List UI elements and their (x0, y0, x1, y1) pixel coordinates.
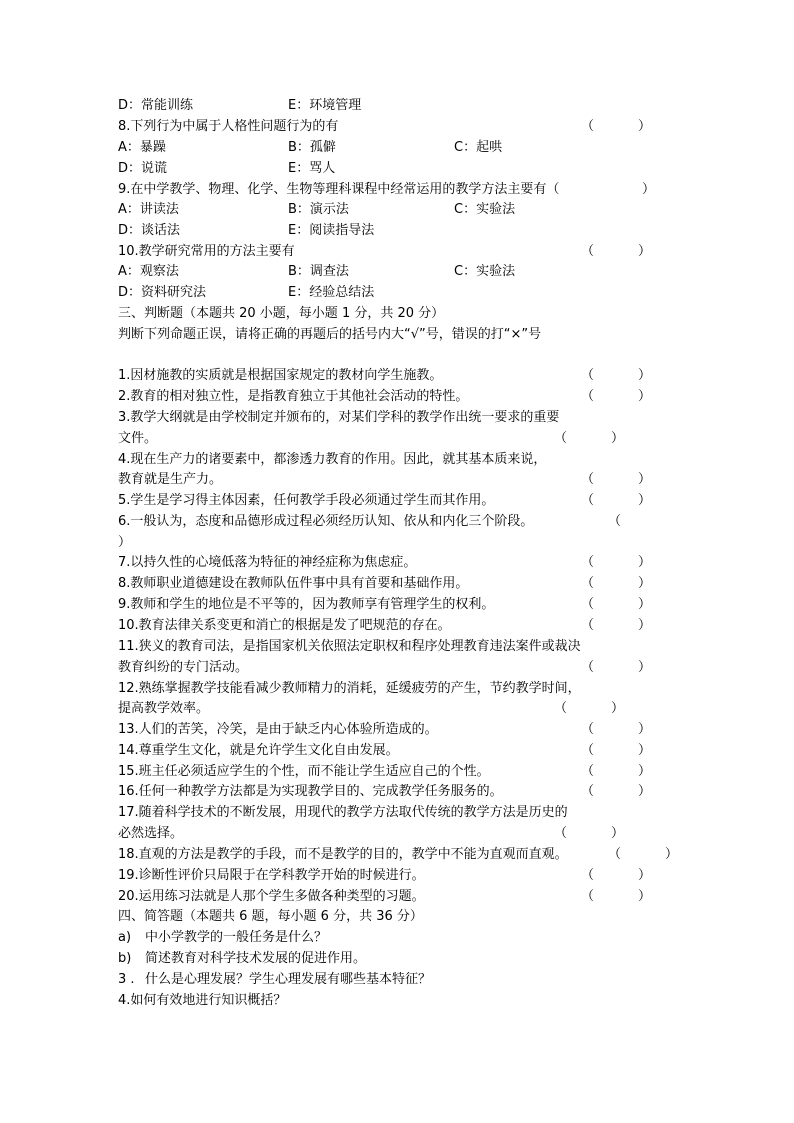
option-c: C：实验法 (454, 202, 516, 217)
option-b: B：孤僻 (288, 140, 336, 155)
question-text: 9.在中学教学、物理、化学、生物等理科课程中经常运用的教学方法主要有（ (118, 182, 560, 197)
option-d: D：资料研究法 (118, 285, 207, 300)
option-e: E：阅读指导法 (288, 223, 375, 238)
item-marker: 3 . (118, 972, 135, 987)
item-text: 4.如何有效地进行知识概括？ (118, 993, 287, 1008)
option-e: E：骂人 (288, 161, 336, 176)
option-c: C：实验法 (454, 264, 516, 279)
item-text: 中小学教学的一般任务是什么？ (145, 930, 328, 945)
option-c: C：起哄 (454, 140, 503, 155)
item-marker: a) (118, 930, 132, 945)
section-3-instruction: 判断下列命题正误，请将正确的再题后的括号内大“√”号，错误的打“×”号 (118, 327, 542, 342)
item-text: 简述教育对科学技术发展的促进作用。 (145, 951, 367, 966)
section-3-heading: 三、判断题（本题共 20 小题，每小题 1 分，共 20 分） (118, 306, 445, 321)
exam-page: D：常能训练 E：环境管理 8.下列行为中属于人格性问题行为的有 （ ） A：暴躁 B：孤僻 C：起哄 D：说谎 E：骂人 9.在中学教学、物理、化学、生物等理科课程中经常运用的教学方法主要有（ ） A：讲读法 B：演示法 C：实验法 D：谈话法 E：阅读指导法 10.教学研究常用的方法主要有 （ ） A：观察法 B：调查法 C：实验法 D：资料研究法 E：经验总结法 三、判断题（本题共 20 小题，每小题 1 分，共 20 分） 判断下列命题正误，请将正确的再题后的括号内大“√”号，错误的打“×”号 1.因材施教的实质就是根据国家规定的教材向学生施教。 （ ） 2.教育的相对独立性，是指教育独立于其他社会活动的特性。 （ ） 3.教学大纲就是由学校制定并颁布的，对某们学科的教学作出统一要求的重要 文件。 （ ） 4.现在生产力的诸要素中，都渗透力教育的作用。因此，就其基本质来说， 教育就是生产力。 （ ） 5.学生是学习得主体因素，任何教学手段必须通过学生而其作用。 （ ） 6.一般认为，态度和品德形成过程必须经历认知、依从和内化三个阶段。 （ ） 7.以持久性的心境低落为特征的神经症称为焦虑症。 （ ） 8.教师职业道德建设在教师队伍件事中具有首要和基础作用。 （ ） 9.教师和学生的地位是不平等的，因为教师享有管理学生的权利。 （ ） 10.教育法律关系变更和消亡的根据是发了吧规范的存在。 （ ） 11.狭义的教育司法，是指国家机关依照法定职权和程序处理教育违法案件或裁决 教育纠纷的专门活动。 （ ） 12.熟练掌握教学技能看减少教师精力的消耗，延缓疲劳的产生，节约教学时间， 提高教学效率。 （ ） 13.人们的苦笑，冷笑，是由于缺乏内心体验所造成的。 （ ） 14.尊重学生文化，就是允许学生文化自由发展。 （ ） 15.班主任必须适应学生的个性，而不能让学生适应自己的个性。 （ ） 16.任何一种教学方法都是为实现教学目的、完成教学任务服务的。 （ ） 17.随着科学技术的不断发展，用现代的教学方法取代传统的教学方法是历史的 必然选择。 （ ） 18.直观的方法是教学的手段，而不是教学的目的，教学中不能为直观而直观。 （ ） 19.诊断性评价只局限于在学科教学开始的时候进行。 （ ） 20.运用练习法就是人那个学生多做各种类型的习题。 （ ） 四、简答题（本题共 6 题，每小题 6 分，共 36 分） a) 中小学教学的一般任务是什么？ b) 简述教育对科学技术发展的促进作用。 3 . 什么是心理发展？学生心理发展有哪些基本特征？ 4.如何有效地进行知识概括？ (0, 0, 794, 1123)
item-marker: b) (118, 951, 132, 966)
option-a: A：暴躁 (118, 140, 166, 155)
answer-blank-close[interactable]: ） (118, 535, 132, 550)
item-text: 什么是心理发展？学生心理发展有哪些基本特征？ (145, 972, 432, 987)
option-d: D：谈话法 (118, 223, 181, 238)
question-text: 10.教学研究常用的方法主要有 (118, 244, 295, 259)
question-text: 8.下列行为中属于人格性问题行为的有 (118, 119, 339, 134)
answer-blank-open[interactable]: （ (608, 514, 622, 529)
option-d: D：说谎 (118, 161, 168, 176)
answer-blank-close[interactable]: ） (642, 182, 656, 197)
option-a: A：讲读法 (118, 202, 179, 217)
option-b: B：演示法 (288, 202, 349, 217)
option-d: D：常能训练 (118, 98, 194, 113)
option-e: E：环境管理 (288, 98, 362, 113)
section-4-heading: 四、简答题（本题共 6 题，每小题 6 分，共 36 分） (118, 909, 423, 924)
option-a: A：观察法 (118, 264, 179, 279)
option-e: E：经验总结法 (288, 285, 375, 300)
option-b: B：调查法 (288, 264, 349, 279)
